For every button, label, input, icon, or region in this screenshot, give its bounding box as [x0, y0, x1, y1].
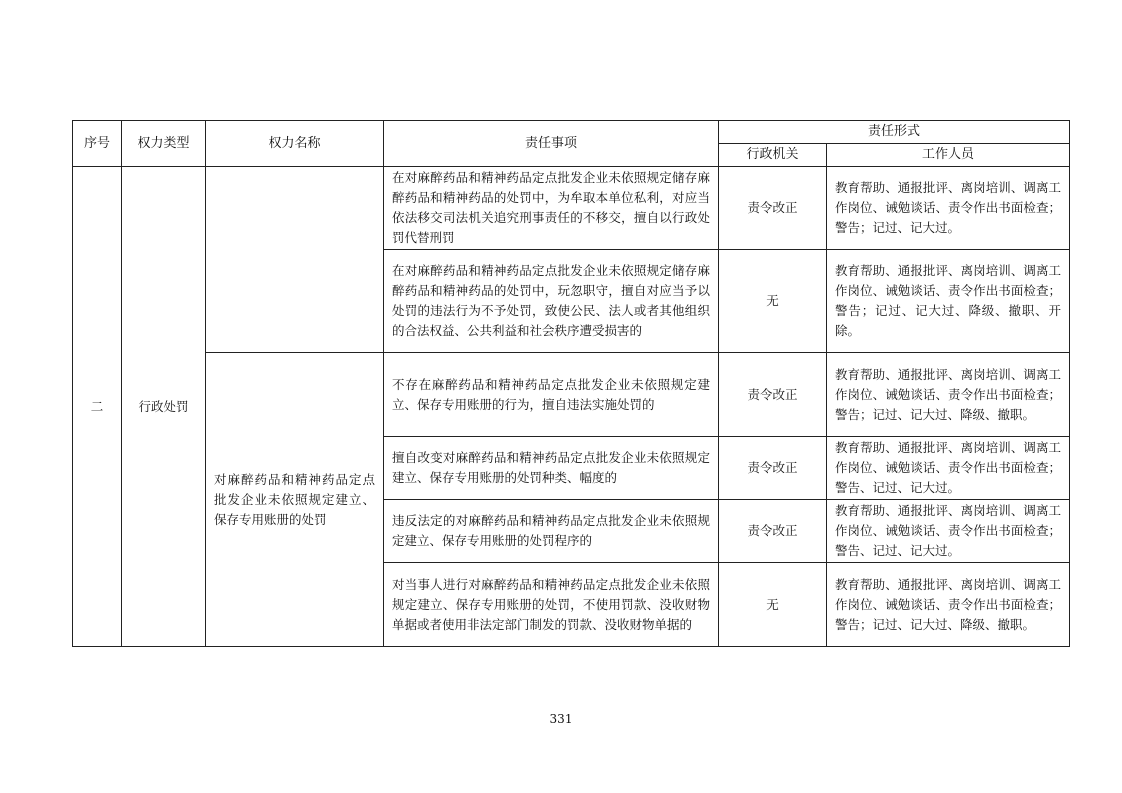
- cell-responsibility-item: 在对麻醉药品和精神药品定点批发企业未依照规定储存麻醉药品和精神药品的处罚中，为牟取本单位私利，对应当依法移交司法机关追究刑事责任的不移交，擅自以行政处罚代替刑罚: [384, 167, 719, 250]
- cell-agency-form: 责令改正: [719, 167, 827, 250]
- cell-responsibility-item: 对当事人进行对麻醉药品和精神药品定点批发企业未依照规定建立、保存专用账册的处罚，不使用罚款、没收财物单据或者使用非法定部门制发的罚款、没收财物单据的: [384, 563, 719, 647]
- table-row: [73, 167, 1070, 250]
- cell-power-type: 行政处罚: [122, 167, 206, 647]
- header-seq: 序号: [73, 121, 122, 167]
- cell-agency-form: 无: [719, 563, 827, 647]
- header-staff: 工作人员: [827, 144, 1070, 167]
- cell-responsibility-item: 擅自改变对麻醉药品和精神药品定点批发企业未依照规定建立、保存专用账册的处罚种类、幅度的: [384, 437, 719, 500]
- cell-power-name-a: [206, 167, 384, 353]
- cell-seq: 二: [73, 167, 122, 647]
- responsibility-table: [72, 120, 1070, 647]
- cell-agency-form: 无: [719, 250, 827, 353]
- cell-staff-form: 教育帮助、通报批评、离岗培训、调离工作岗位、诫勉谈话、责令作出书面检查；警告；记过、记大过、降级、撤职。: [827, 563, 1070, 647]
- table-row: [73, 353, 1070, 437]
- header-power-type: 权力类型: [122, 121, 206, 167]
- header-agency: 行政机关: [719, 144, 827, 167]
- header-responsibility: 责任事项: [384, 121, 719, 167]
- cell-agency-form: 责令改正: [719, 500, 827, 563]
- cell-staff-form: 教育帮助、通报批评、离岗培训、调离工作岗位、诫勉谈话、责令作出书面检查；警告；记过、记大过。: [827, 167, 1070, 250]
- cell-staff-form: 教育帮助、通报批评、离岗培训、调离工作岗位、诫勉谈话、责令作出书面检查；警告、记过、记大过。: [827, 500, 1070, 563]
- cell-responsibility-item: 在对麻醉药品和精神药品定点批发企业未依照规定储存麻醉药品和精神药品的处罚中，玩忽职守，擅自对应当予以处罚的违法行为不予处罚，致使公民、法人或者其他组织的合法权益、公共利益和社会秩序遭受损害的: [384, 250, 719, 353]
- cell-staff-form: 教育帮助、通报批评、离岗培训、调离工作岗位、诫勉谈话、责令作出书面检查；警告；记过、记大过、降级、撤职。: [827, 353, 1070, 437]
- cell-responsibility-item: 违反法定的对麻醉药品和精神药品定点批发企业未依照规定建立、保存专用账册的处罚程序的: [384, 500, 719, 563]
- page-number: 331: [549, 712, 573, 726]
- cell-agency-form: 责令改正: [719, 437, 827, 500]
- header-responsibility-form: 责任形式: [719, 121, 1070, 144]
- cell-power-name-b: 对麻醉药品和精神药品定点批发企业未依照规定建立、保存专用账册的处罚: [206, 353, 384, 647]
- cell-staff-form: 教育帮助、通报批评、离岗培训、调离工作岗位、诫勉谈话、责令作出书面检查；警告；记过、记大过、降级、撤职、开除。: [827, 250, 1070, 353]
- cell-responsibility-item: 不存在麻醉药品和精神药品定点批发企业未依照规定建立、保存专用账册的行为，擅自违法实施处罚的: [384, 353, 719, 437]
- cell-staff-form: 教育帮助、通报批评、离岗培训、调离工作岗位、诫勉谈话、责令作出书面检查；警告、记过、记大过。: [827, 437, 1070, 500]
- header-power-name: 权力名称: [206, 121, 384, 167]
- cell-agency-form: 责令改正: [719, 353, 827, 437]
